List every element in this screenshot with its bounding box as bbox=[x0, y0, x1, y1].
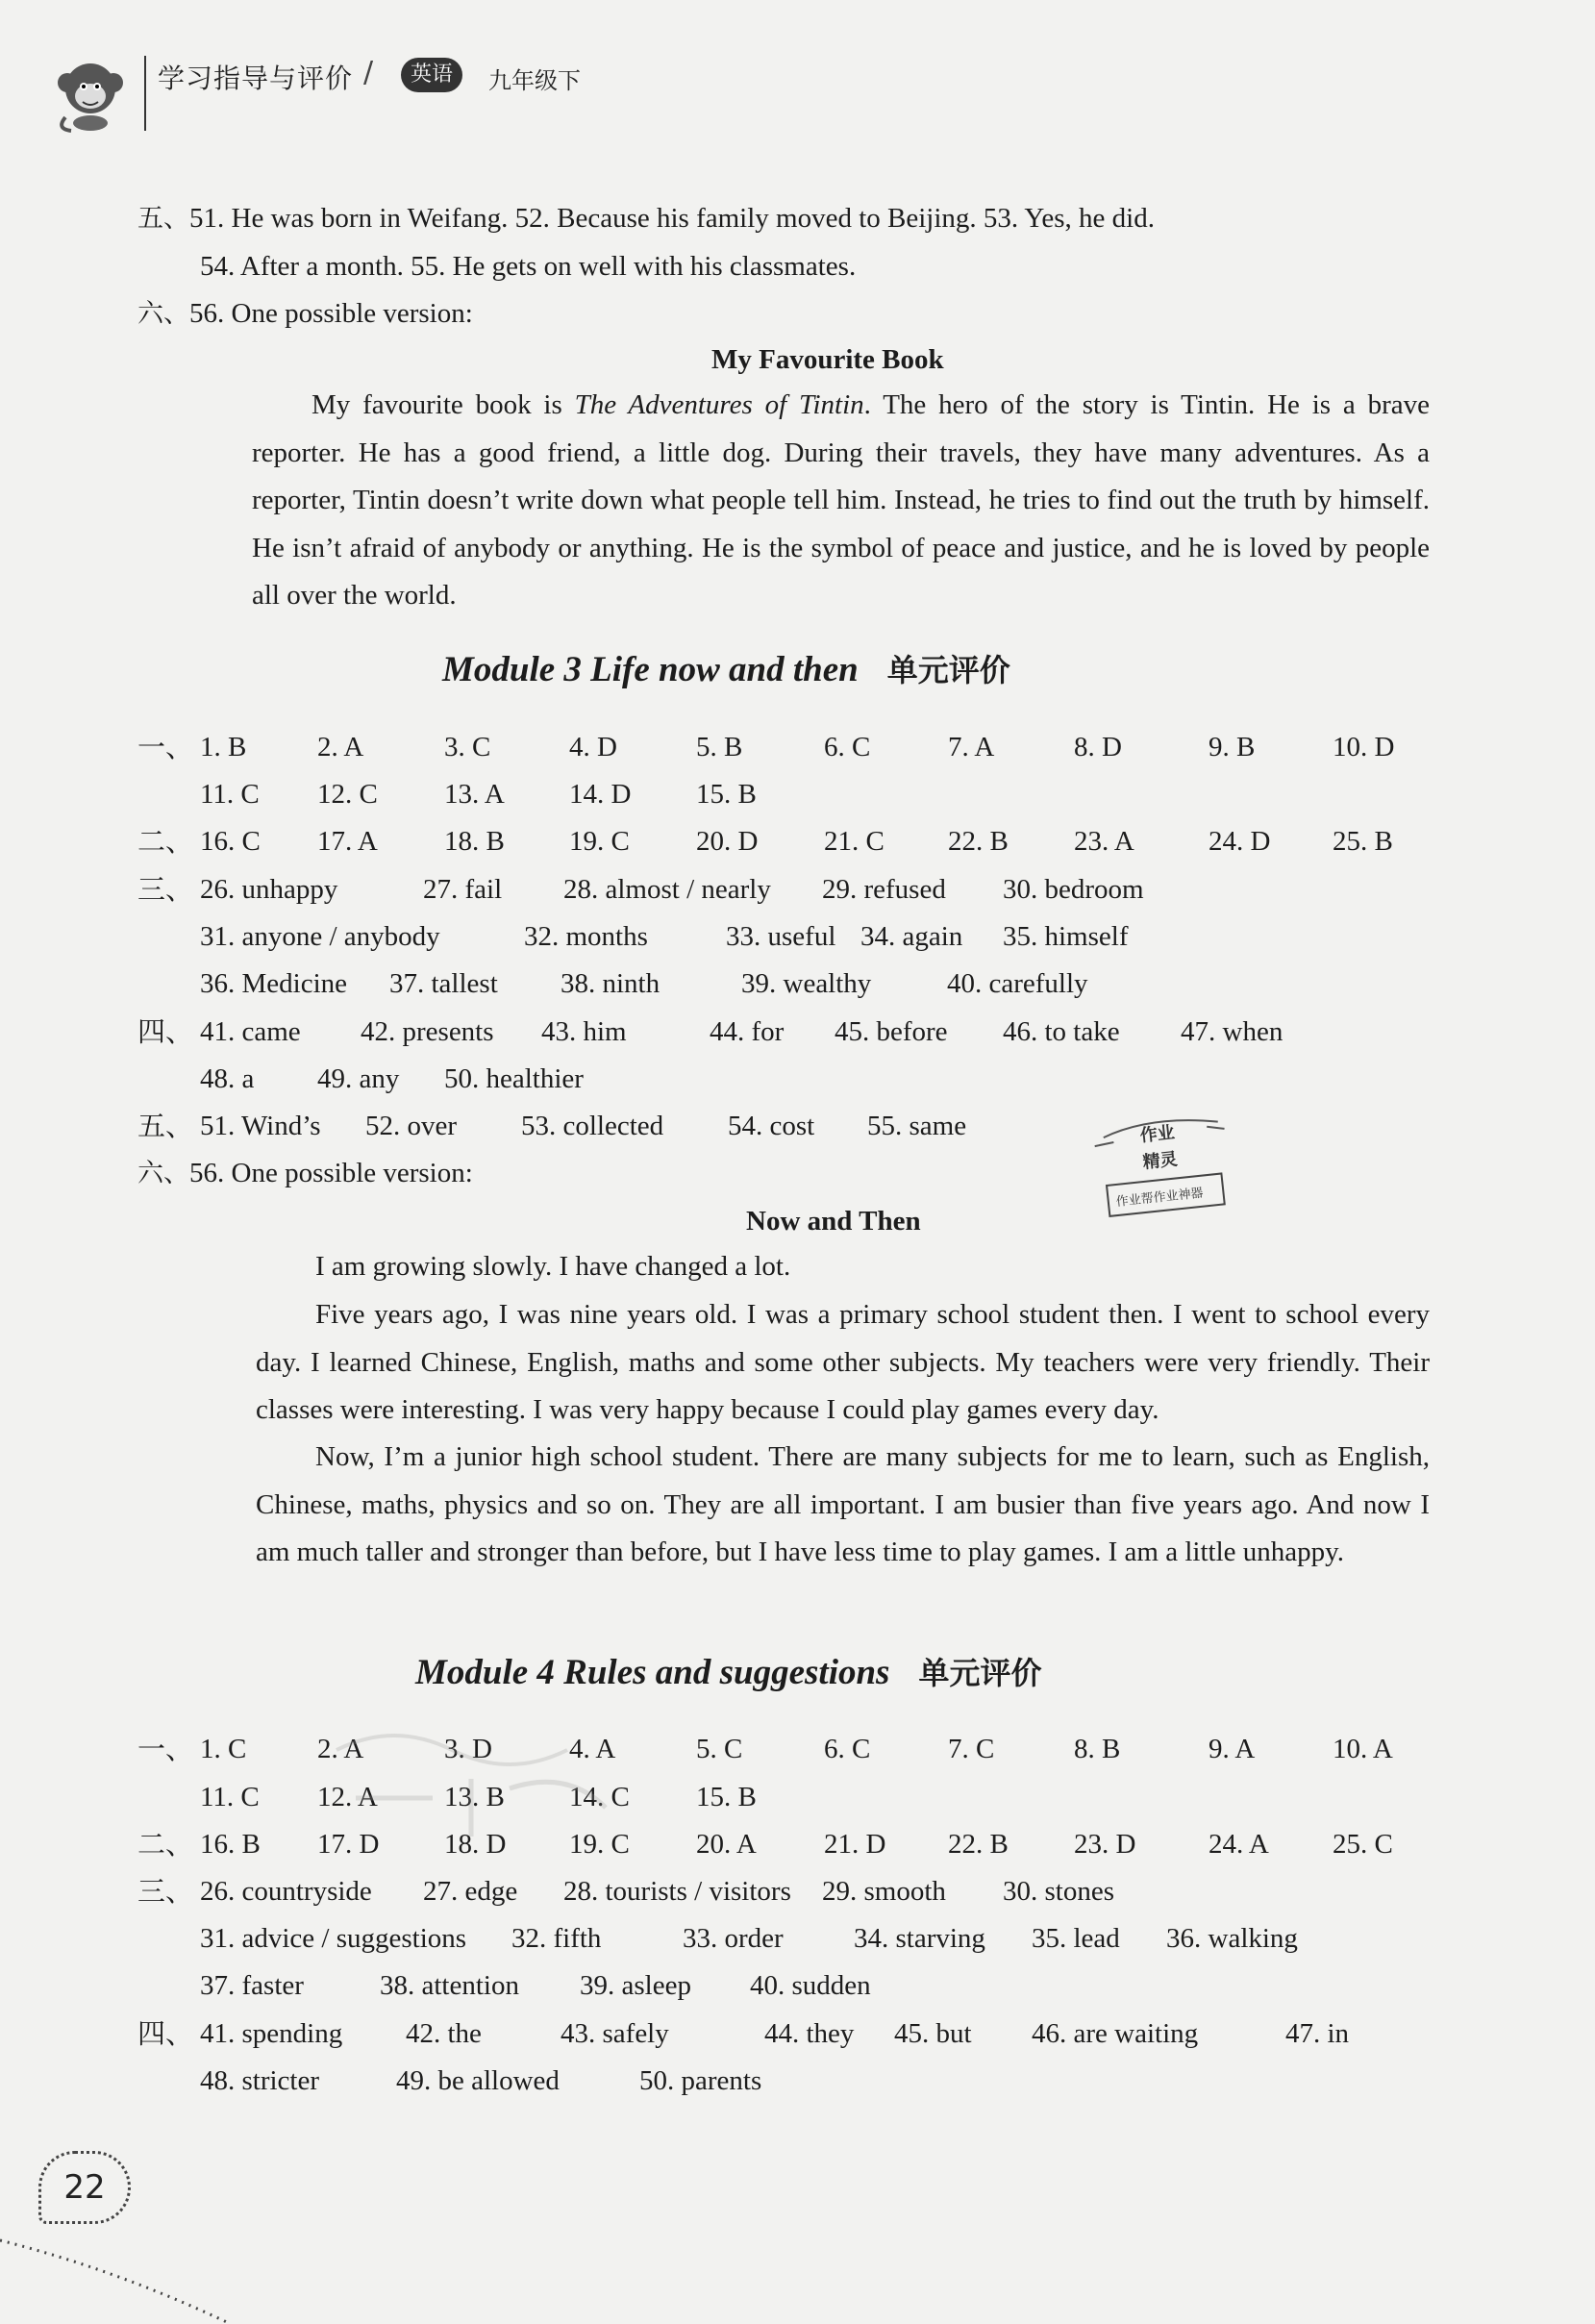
answer-item: 12. A bbox=[317, 1782, 378, 1812]
section-label: 二、 bbox=[137, 1828, 194, 1861]
answer-item: 3. C bbox=[444, 732, 491, 762]
answer-item: 27. fail bbox=[423, 874, 503, 905]
answer-item: 29. refused bbox=[822, 874, 946, 905]
answer-item: 46. are waiting bbox=[1032, 2018, 1199, 2049]
section-label: 五、 bbox=[137, 204, 189, 234]
answer-item: 3. D bbox=[444, 1734, 492, 1764]
stamp-line1: 作业 bbox=[1138, 1122, 1176, 1147]
answer-item: 4. D bbox=[569, 732, 617, 762]
answer-item: 30. stones bbox=[1003, 1876, 1114, 1907]
answer-item: 32. fifth bbox=[511, 1923, 602, 1954]
answer-item: 43. him bbox=[541, 1016, 627, 1047]
section-label: 四、 bbox=[137, 2017, 194, 2050]
answer-item: 51. Wind’s bbox=[200, 1111, 321, 1141]
answer-item: 38. ninth bbox=[561, 968, 660, 999]
answer-item: 33. useful bbox=[726, 921, 836, 952]
answer-item: 12. C bbox=[317, 779, 378, 810]
answer-item: 21. C bbox=[824, 826, 885, 857]
answer-item: 11. C bbox=[200, 1782, 260, 1812]
answer-item: 36. Medicine bbox=[200, 968, 348, 999]
answer-item: 24. D bbox=[1209, 826, 1271, 857]
answer-item: 28. tourists / visitors bbox=[563, 1876, 791, 1907]
section-five-line1: 五、51. He was born in Weifang. 52. Because his family moved to Beijing. 53. Yes, he did. bbox=[137, 203, 1155, 234]
answer-item: 49. be allowed bbox=[396, 2065, 560, 2096]
answer-item: 15. B bbox=[696, 1782, 757, 1812]
answer-item: 24. A bbox=[1209, 1829, 1269, 1860]
answer-item: 1. C bbox=[200, 1734, 247, 1764]
answer-item: 16. C bbox=[200, 826, 261, 857]
essay-paragraph: Five years ago, I was nine years old. I was a primary school student then. I went to school every day. I learned Chinese, English, maths and some other subjects. My teachers were very friendly. Their classes were interesting. I was very happy because I could play games every day. bbox=[256, 1299, 1430, 1425]
answer-item: 36. walking bbox=[1166, 1923, 1298, 1954]
answer-item: 50. healthier bbox=[444, 1063, 584, 1094]
answer-item: 47. in bbox=[1285, 2018, 1350, 2049]
answer-item: 41. came bbox=[200, 1016, 301, 1047]
answer-item: 35. himself bbox=[1003, 921, 1129, 952]
answer-item: 34. again bbox=[860, 921, 963, 952]
answer-item: 25. C bbox=[1333, 1829, 1393, 1860]
answer-item: 41. spending bbox=[200, 2018, 343, 2049]
stamp-line2: 精灵 bbox=[1141, 1149, 1179, 1173]
answer-item: 8. D bbox=[1074, 732, 1122, 762]
answer-item: 37. faster bbox=[200, 1970, 304, 2001]
answer-item: 7. A bbox=[948, 732, 995, 762]
answer-item: 17. A bbox=[317, 826, 378, 857]
section-label: 六、 bbox=[137, 299, 189, 329]
answer-item: 2. A bbox=[317, 732, 364, 762]
section-five-line2: 54. After a month. 55. He gets on well with his classmates. bbox=[200, 251, 857, 282]
section-label: 五、 bbox=[137, 1110, 194, 1142]
answer-item: 47. when bbox=[1181, 1016, 1283, 1047]
answer-item: 48. a bbox=[200, 1063, 255, 1094]
answer-item: 8. B bbox=[1074, 1734, 1121, 1764]
book-title: 学习指导与评价 bbox=[158, 62, 354, 94]
answer-item: 55. same bbox=[867, 1111, 967, 1141]
answer-item: 30. bedroom bbox=[1003, 874, 1144, 905]
answer-item: 14. D bbox=[569, 779, 632, 810]
answer-item: 44. they bbox=[764, 2018, 855, 2049]
answer-item: 46. to take bbox=[1003, 1016, 1120, 1047]
answer-item: 21. D bbox=[824, 1829, 886, 1860]
answer-item: 23. D bbox=[1074, 1829, 1136, 1860]
answer-item: 29. smooth bbox=[822, 1876, 946, 1907]
module-4-title: Module 4 Rules and suggestions 单元评价 bbox=[415, 1653, 1042, 1692]
answer-item: 40. sudden bbox=[750, 1970, 871, 2001]
module-3-six-line: 六、56. One possible version: bbox=[137, 1158, 473, 1188]
answer-item: 39. wealthy bbox=[741, 968, 872, 999]
answer-item: 5. C bbox=[696, 1734, 743, 1764]
answer-item: 15. B bbox=[696, 779, 757, 810]
answer-item: 38. attention bbox=[380, 1970, 519, 2001]
section-six-line: 六、56. One possible version: bbox=[137, 298, 473, 329]
answer-item: 14. C bbox=[569, 1782, 630, 1812]
essay-title: My Favourite Book bbox=[711, 344, 944, 375]
subject-badge: 英语 bbox=[401, 58, 462, 92]
page-number: 22 bbox=[38, 2151, 131, 2224]
answer-item: 50. parents bbox=[639, 2065, 762, 2096]
answer-item: 9. A bbox=[1209, 1734, 1256, 1764]
answer-item: 6. C bbox=[824, 1734, 871, 1764]
answer-item: 25. B bbox=[1333, 826, 1393, 857]
answer-item: 39. asleep bbox=[580, 1970, 691, 2001]
answer-item: 52. over bbox=[365, 1111, 458, 1141]
answer-item: 22. B bbox=[948, 826, 1009, 857]
answer-item: 45. before bbox=[835, 1016, 948, 1047]
answer-item: 4. A bbox=[569, 1734, 616, 1764]
answer-item: 42. presents bbox=[361, 1016, 494, 1047]
section-label: 一、 bbox=[137, 1733, 194, 1765]
answer-item: 20. D bbox=[696, 826, 759, 857]
answer-item: 9. B bbox=[1209, 732, 1256, 762]
answer-item: 43. safely bbox=[561, 2018, 669, 2049]
section-label: 二、 bbox=[137, 825, 194, 858]
answer-item: 2. A bbox=[317, 1734, 364, 1764]
answer-item: 32. months bbox=[524, 921, 648, 952]
answer-item: 18. B bbox=[444, 826, 505, 857]
section-label: 一、 bbox=[137, 731, 194, 763]
stamp-line3: 作业帮作业神器 bbox=[1115, 1186, 1205, 1211]
section-label: 四、 bbox=[137, 1015, 194, 1048]
answer-item: 35. lead bbox=[1032, 1923, 1120, 1954]
header-slash: / bbox=[363, 56, 374, 89]
answer-item: 18. D bbox=[444, 1829, 507, 1860]
book-name: The Adventures of Tintin bbox=[574, 389, 864, 420]
answer-item: 23. A bbox=[1074, 826, 1134, 857]
answer-item: 22. B bbox=[948, 1829, 1009, 1860]
answer-item: 20. A bbox=[696, 1829, 757, 1860]
answer-item: 5. B bbox=[696, 732, 743, 762]
answer-item: 19. C bbox=[569, 826, 630, 857]
essay-paragraph: My favourite book is The Adventures of Tintin. The hero of the story is Tintin. He is a brave reporter. He has a good friend, a little dog. During their travels, they have many adventures. As a reporter, Tintin doesn’t write down what people tell him. Instead, he tries to find out the truth by himself. He isn’t afraid of anybody or anything. He is the symbol of peace and justice, and he is loved by people all over the world. bbox=[252, 389, 1430, 611]
answer-item: 33. order bbox=[683, 1923, 784, 1954]
answer-item: 17. D bbox=[317, 1829, 380, 1860]
module-3-title: Module 3 Life now and then 单元评价 bbox=[442, 650, 1010, 689]
answer-item: 44. for bbox=[710, 1016, 785, 1047]
answer-item: 26. unhappy bbox=[200, 874, 338, 905]
answer-item: 19. C bbox=[569, 1829, 630, 1860]
essay-paragraph: Now, I’m a junior high school student. There are many subjects for me to learn, such as English, Chinese, maths, physics and so on. They are all important. I am busier than five years ago. And now I am much taller and stronger than before, but I have less time to play games. I am a little unhappy. bbox=[256, 1441, 1430, 1567]
answer-item: 28. almost / nearly bbox=[563, 874, 771, 905]
answer-item: 49. any bbox=[317, 1063, 400, 1094]
answer-item: 7. C bbox=[948, 1734, 995, 1764]
answer-item: 1. B bbox=[200, 732, 247, 762]
answer-item: 42. the bbox=[406, 2018, 482, 2049]
answer-item: 31. advice / suggestions bbox=[200, 1923, 467, 1954]
answer-item: 16. B bbox=[200, 1829, 261, 1860]
essay-paragraph: I am growing slowly. I have changed a lot. bbox=[315, 1251, 791, 1282]
answer-item: 34. starving bbox=[854, 1923, 985, 1954]
answer-item: 10. D bbox=[1333, 732, 1395, 762]
answer-item: 37. tallest bbox=[389, 968, 498, 999]
section-label: 三、 bbox=[137, 873, 194, 906]
answer-item: 26. countryside bbox=[200, 1876, 372, 1907]
answer-item: 53. collected bbox=[521, 1111, 664, 1141]
section-label: 三、 bbox=[137, 1875, 194, 1908]
answer-item: 6. C bbox=[824, 732, 871, 762]
answer-item: 13. A bbox=[444, 779, 505, 810]
answer-item: 31. anyone / anybody bbox=[200, 921, 440, 952]
answer-item: 40. carefully bbox=[947, 968, 1088, 999]
answer-item: 10. A bbox=[1333, 1734, 1393, 1764]
grade-label: 九年级下 bbox=[488, 67, 581, 94]
corner-decoration bbox=[0, 2212, 250, 2324]
answer-item: 11. C bbox=[200, 779, 260, 810]
zuoye-jingling-stamp bbox=[1083, 1103, 1241, 1242]
answer-item: 27. edge bbox=[423, 1876, 518, 1907]
answer-item: 45. but bbox=[894, 2018, 972, 2049]
answer-item: 13. B bbox=[444, 1782, 505, 1812]
answer-item: 54. cost bbox=[728, 1111, 815, 1141]
watermark bbox=[317, 1712, 644, 1865]
essay-title: Now and Then bbox=[746, 1206, 921, 1237]
answer-item: 48. stricter bbox=[200, 2065, 320, 2096]
